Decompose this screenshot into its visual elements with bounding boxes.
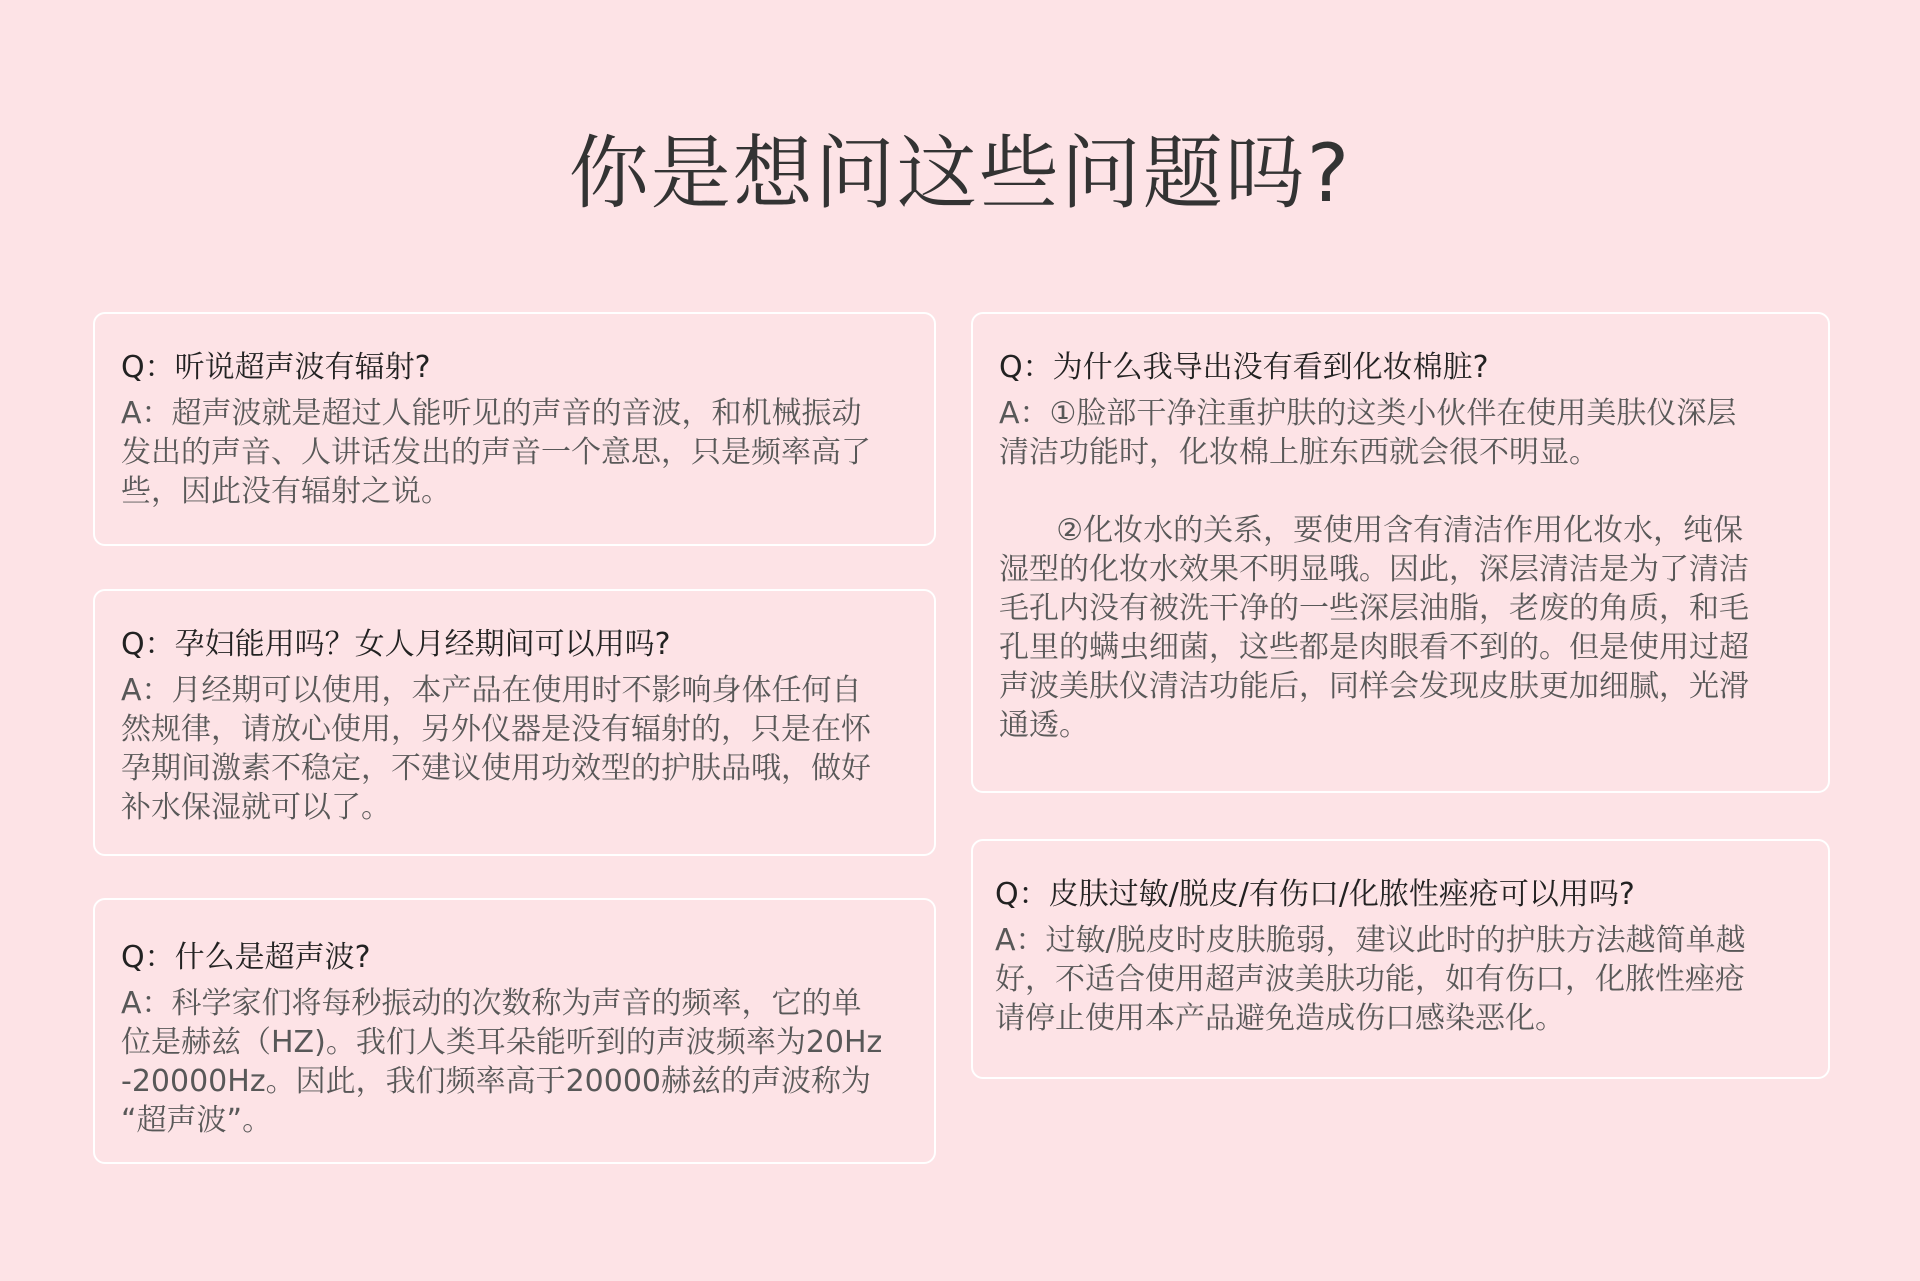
faq-question: Q：什么是超声波? <box>121 940 371 975</box>
faq-answer: A：超声波就是超过人能听见的声音的音波，和机械振动 发出的声音、人讲话发出的声音一个意思，只是频率高了 些，因此没有辐射之说。 <box>121 396 871 509</box>
faq-answer: A：月经期可以使用，本产品在使用时不影响身体任何自 然规律，请放心使用，另外仪器是没有辐射的，只是在怀 孕期间激素不稳定，不建议使用功效型的护肤品哦，做好 补水保湿就可以了。 <box>121 673 871 825</box>
faq-question: Q：孕妇能用吗？女人月经期间可以用吗? <box>121 627 671 662</box>
faq-card-cotton-pad <box>971 312 1830 793</box>
faq-card-radiation <box>93 312 936 546</box>
faq-answer: A：科学家们将每秒振动的次数称为声音的频率，它的单 位是赫兹（HZ)。我们人类耳朵能听到的声波频率为20Hz -20000Hz。因此，我们频率高于20000赫兹的声波称为 “超声波”。 <box>121 986 883 1138</box>
faq-question: Q：为什么我导出没有看到化妆棉脏? <box>999 350 1489 385</box>
faq-answer: A：过敏/脱皮时皮肤脆弱，建议此时的护肤方法越简单越 好，不适合使用超声波美肤功能，如有伤口，化脓性痤疮 请停止使用本产品避免造成伤口感染恶化。 <box>995 923 1746 1036</box>
faq-card-sensitive-skin <box>971 839 1830 1079</box>
faq-card-what-is-ultrasound <box>93 898 936 1164</box>
faq-card-pregnancy <box>93 589 936 856</box>
faq-question: Q：听说超声波有辐射? <box>121 350 431 385</box>
faq-question: Q：皮肤过敏/脱皮/有伤口/化脓性痤疮可以用吗? <box>995 877 1635 912</box>
page-title: 你是想问这些问题吗? <box>568 127 1352 220</box>
faq-answer: A：①脸部干净注重护肤的这类小伙伴在使用美肤仪深层 清洁功能时，化妆棉上脏东西就会很不明显。 ②化妆水的关系，要使用含有清洁作用化妆水，纯保 湿型的化妆水效果不明显哦。因此，深层清洁是为了清洁 毛孔内没有被洗干净的一些深层油脂，老废的角质，和毛 孔里的螨虫细菌，这些都是肉眼看不到的。但是使用过超 声波美肤仪清洁功能后，同样会发现皮肤更加细腻，光滑 通透。 <box>999 396 1749 743</box>
